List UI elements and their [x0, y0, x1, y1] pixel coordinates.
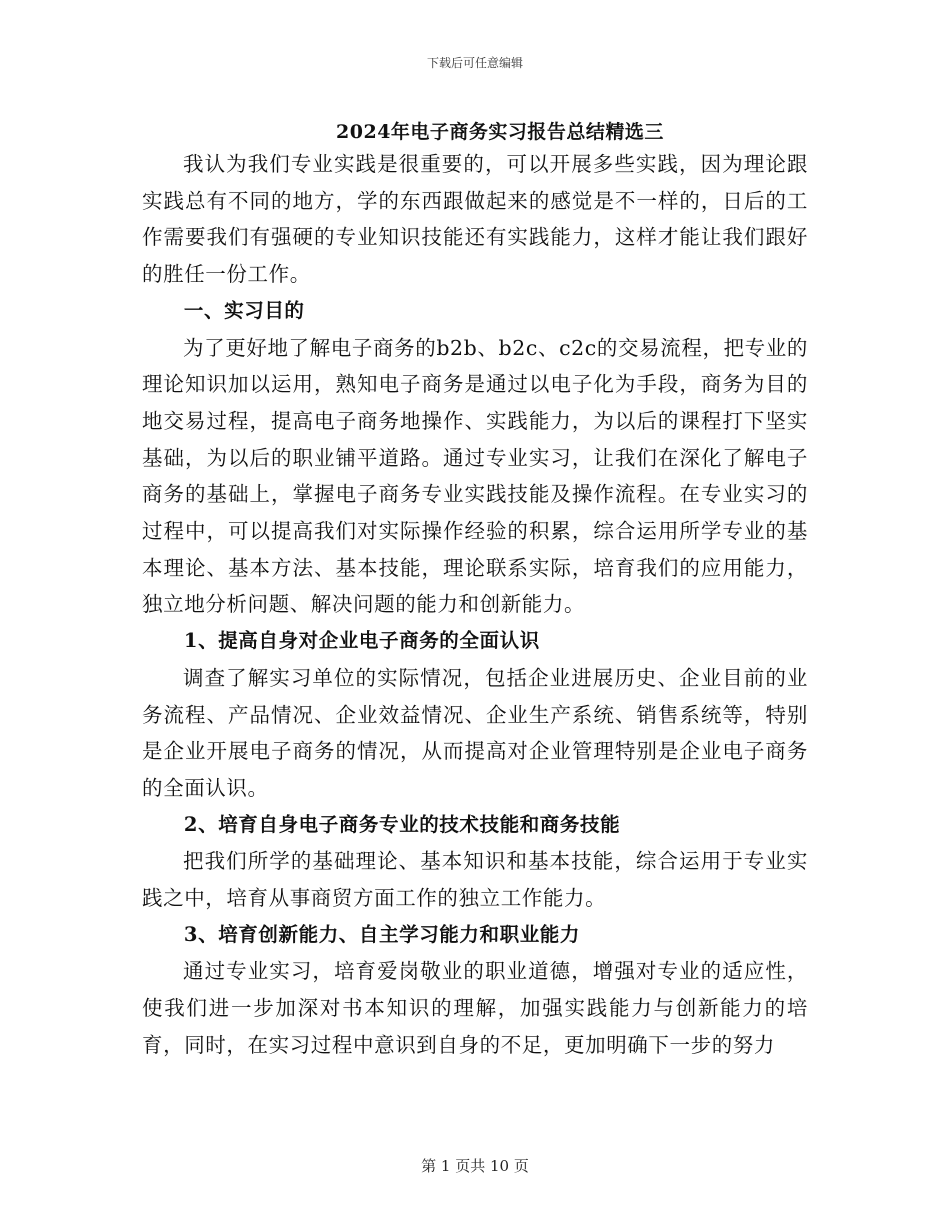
subheading-2: 2、培育自身电子商务专业的技术技能和商务技能 — [183, 812, 621, 836]
paragraph-2: 把我们所学的基础理论、基本知识和基本技能，综合运用于专业实践之中，培育从事商贸方面工作的独立工作能力。 — [142, 849, 808, 911]
subheading-3: 3、培育创新能力、自主学习能力和职业能力 — [183, 922, 580, 946]
paragraph-purpose: 为了更好地了解电子商务的b2b、b2c、c2c的交易流程，把专业的理论知识加以运用，熟知电子商务是通过以电子化为手段，商务为目的地交易过程，提高电子商务地操作、实践能力，为以后的课程打下坚实基础，为以后的职业铺平道路。通过专业实习，让我们在深化了解电子商务的基础上，掌握电子商务专业实践技能及操作流程。在专业实习的过程中，可以提高我们对实际操作经验的积累，综合运用所学专业的基本理论、基本方法、基本技能，理论联系实际，培育我们的应用能力，独立地分析问题、解决问题的能力和创新能力。 — [142, 335, 808, 617]
section-heading-purpose: 一、实习目的 — [183, 298, 305, 322]
document-title: 2024年电子商务实习报告总结精选三 — [336, 121, 664, 143]
page-number: 第 1 页共 10 页 — [421, 1157, 529, 1175]
document-body — [142, 146, 808, 1064]
paragraph-1: 调查了解实习单位的实际情况，包括企业进展历史、企业目前的业务流程、产品情况、企业效益情况、企业生产系统、销售系统等，特别是企业开展电子商务的情况，从而提高对企业管理特别是企业电子商务的全面认识。 — [142, 665, 808, 800]
header-note: 下载后可任意编辑 — [426, 56, 523, 70]
paragraph-3: 通过专业实习，培育爱岗敬业的职业道德，增强对专业的适应性，使我们进一步加深对书本知识的理解，加强实践能力与创新能力的培育，同时，在实习过程中意识到自身的不足，更加明确下一步的努力 — [142, 959, 808, 1057]
paragraph-intro: 我认为我们专业实践是很重要的，可以开展多些实践，因为理论跟实践总有不同的地方，学的东西跟做起来的感觉是不一样的，日后的工作需要我们有强硬的专业知识技能还有实践能力，这样才能让我们跟好的胜任一份工作。 — [142, 152, 808, 287]
subheading-1: 1、提高自身对企业电子商务的全面认识 — [183, 629, 540, 653]
